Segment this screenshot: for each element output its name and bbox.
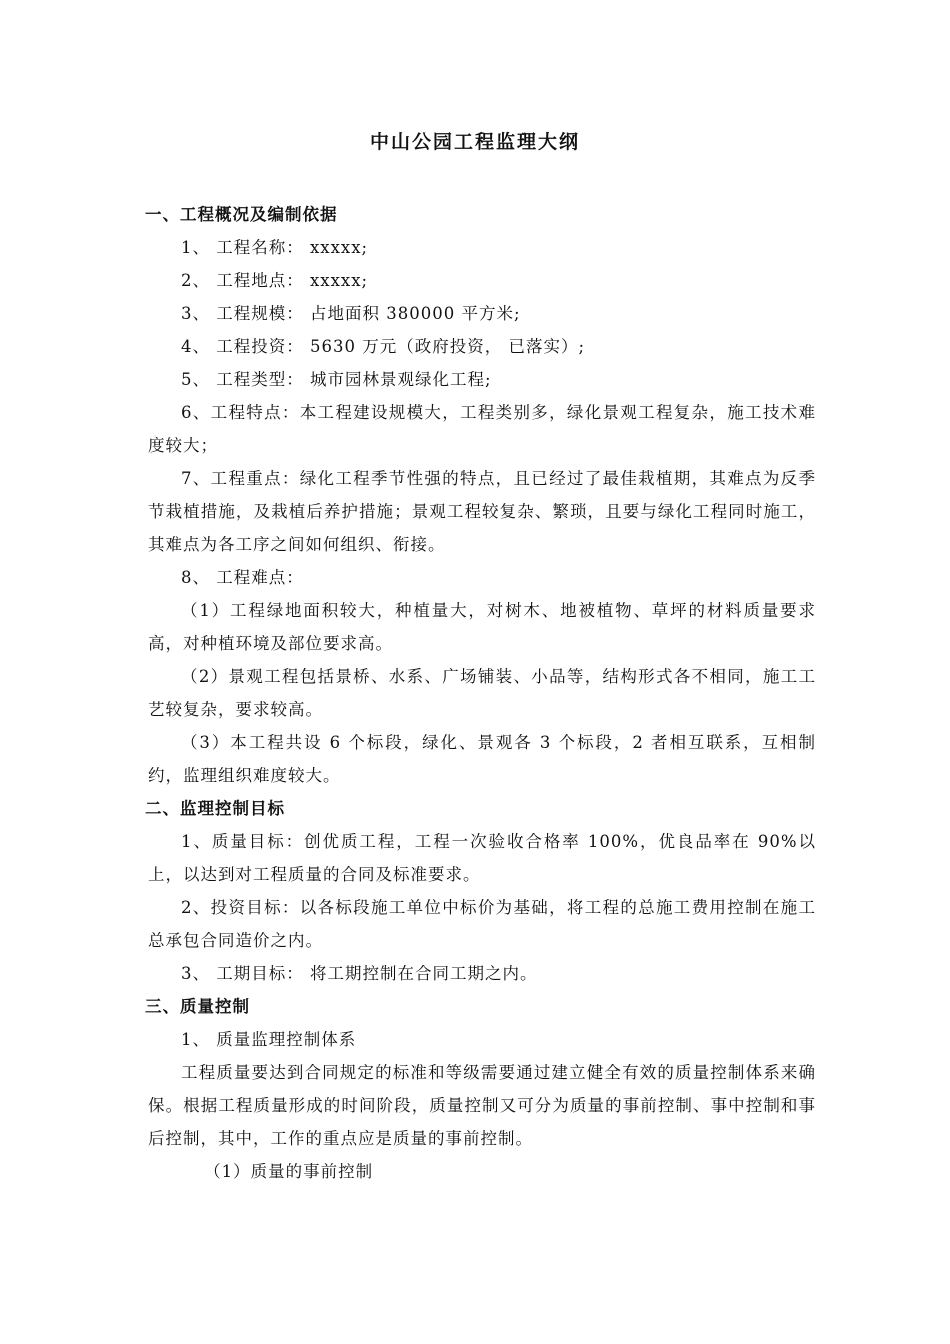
paragraph: 1、质量目标：创优质工程，工程一次验收合格率 100%，优良品率在 90%以上，以达到对工程质量的合同及标准要求。 xyxy=(148,832,816,884)
sub-item: （1）质量的事前控制 xyxy=(204,1162,374,1181)
paragraph: 1、 质量监理控制体系 xyxy=(181,1030,357,1049)
paragraph: 3、 工程规模： 占地面积 380000 平方米; xyxy=(181,304,521,323)
paragraph: 1、 工程名称： xxxxx; xyxy=(181,238,369,257)
paragraph: 6、工程特点：本工程建设规模大，工程类别多，绿化景观工程复杂，施工技术难度较大； xyxy=(148,403,816,455)
paragraph: 8、 工程难点： xyxy=(181,568,304,587)
section-heading: 一、工程概况及编制依据 xyxy=(145,205,338,224)
paragraph: 4、 工程投资： 5630 万元（政府投资， 已落实）; xyxy=(181,337,586,356)
paragraph: （3）本工程共设 6 个标段，绿化、景观各 3 个标段，2 者相互联系，互相制约，监理组织难度较大。 xyxy=(148,733,816,785)
paragraph: 2、 工程地点： xxxxx; xyxy=(181,271,369,290)
paragraph: （2）景观工程包括景桥、水系、广场铺装、小品等，结构形式各不相同，施工工艺较复杂，要求较高。 xyxy=(148,667,816,719)
paragraph: 2、投资目标：以各标段施工单位中标价为基础，将工程的总施工费用控制在施工总承包合同造价之内。 xyxy=(148,898,816,950)
paragraph: （1）工程绿地面积较大，种植量大，对树木、地被植物、草坪的材料质量要求高，对种植环境及部位要求高。 xyxy=(148,601,816,653)
paragraph: 3、 工期目标： 将工期控制在合同工期之内。 xyxy=(181,964,538,983)
section-heading: 三、质量控制 xyxy=(145,997,250,1016)
paragraph: 工程质量要达到合同规定的标准和等级需要通过建立健全有效的质量控制体系来确保。根据工程质量形成的时间阶段，质量控制又可分为质量的事前控制、事中控制和事后控制，其中，工作的重点应是质量的事前控制。 xyxy=(148,1063,816,1148)
paragraph: 7、工程重点：绿化工程季节性强的特点，且已经过了最佳栽植期，其难点为反季节栽植措施，及栽植后养护措施；景观工程较复杂、繁琐，且要与绿化工程同时施工，其难点为各工序之间如何组织、衔接。 xyxy=(148,469,816,554)
section-heading: 二、监理控制目标 xyxy=(145,799,285,818)
paragraph: 5、 工程类型： 城市园林景观绿化工程; xyxy=(181,370,492,389)
document-title: 中山公园工程监理大纲 xyxy=(369,131,580,153)
document-body xyxy=(145,198,816,1188)
